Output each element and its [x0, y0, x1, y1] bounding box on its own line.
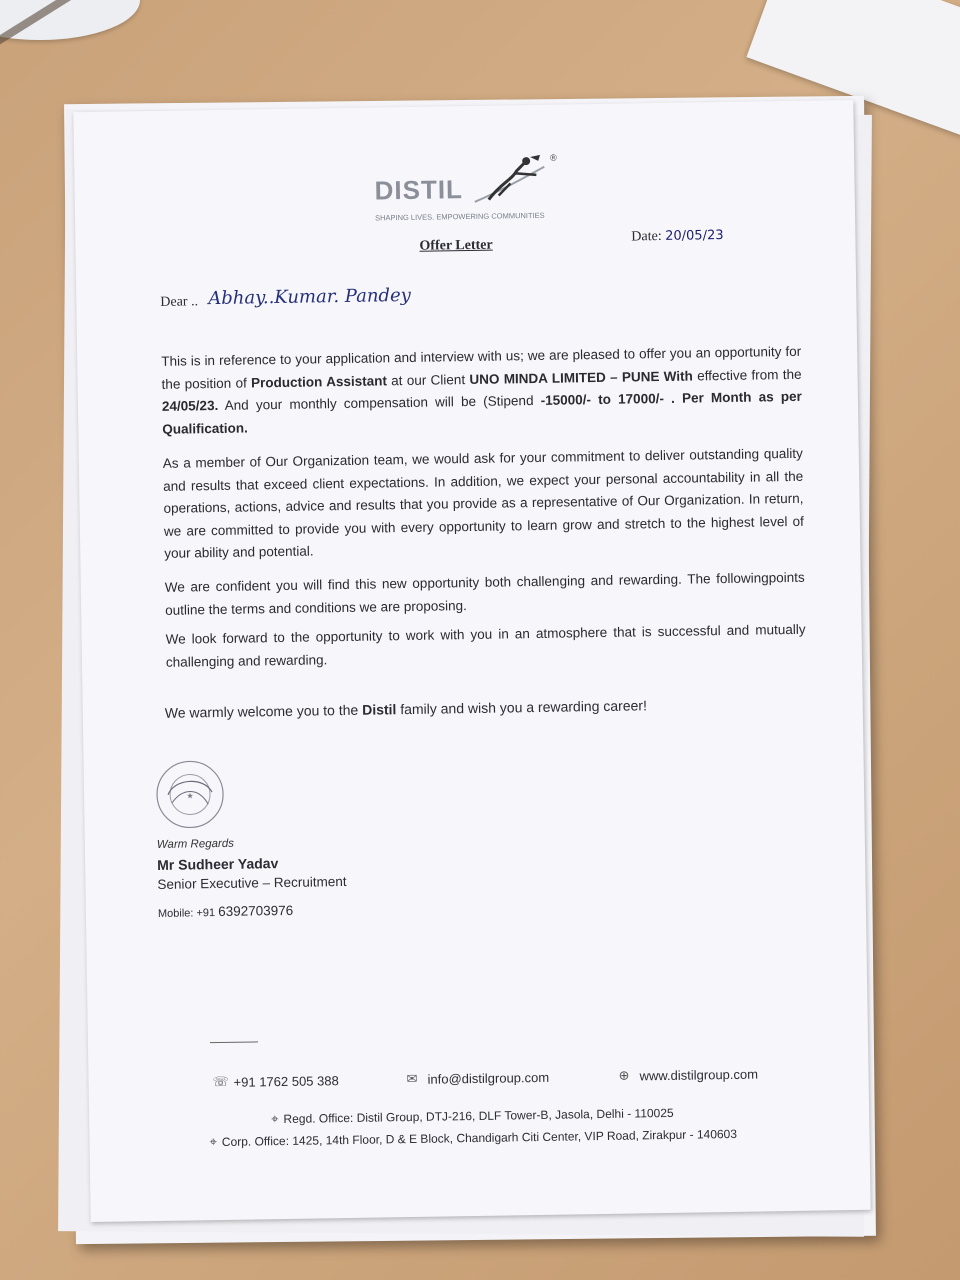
- date-label: Date:: [631, 228, 662, 245]
- letter-date: [631, 228, 723, 245]
- signer-role: Senior Executive – Recruitment: [157, 873, 347, 892]
- footer-email: [406, 1069, 549, 1087]
- salutation: Dear ..: [160, 294, 199, 310]
- footer-website-text: www.distilgroup.com: [639, 1066, 759, 1083]
- corp-office-text: Corp. Office: 1425, 14th Floor, D & E Block, Chandigarh Citi Center, VIP Road, Zirakpur - 140603: [221, 1126, 738, 1149]
- stipend-amount: -15000/- to 17000/- . Per Month as per Qualification.: [162, 388, 802, 437]
- footer-corp-office: [209, 1126, 737, 1150]
- mobile-label: Mobile: +91: [157, 907, 216, 920]
- welcome-brand: Distil: [362, 701, 397, 718]
- mobile-number: 6392703976: [218, 902, 294, 920]
- signer-mobile: [158, 903, 294, 920]
- start-date: 24/05/23.: [161, 397, 219, 414]
- footer-phone: [212, 1072, 338, 1090]
- distil-logo: [374, 152, 575, 225]
- paragraph-confidence: We are confident you will find this new opportunity both challenging and rewarding. The followingpoints outline the terms and conditions we are proposing.: [164, 569, 805, 618]
- footer-regd-office: [271, 1105, 674, 1127]
- paragraph-commitment: As a member of Our Organization team, we would ask for your commitment to deliver outstanding quality and results that exceed client expectations. In addition, we expect your personal accountability in all the operations, actions, advice and results that you provide as a representative of Our Organization. In return, we are committed to provide you with every opportunity to learn grow and stretch to the highest level of your ability and potential.: [162, 445, 804, 561]
- paragraph-offer: [161, 341, 802, 441]
- company-stamp: [154, 758, 227, 831]
- footer-divider-dash: [210, 1041, 258, 1043]
- footer-website: [618, 1066, 758, 1084]
- logo-tagline: SHAPING LIVES. EMPOWERING COMMUNITIES: [374, 210, 545, 223]
- offer-text-1: This is in reference to your application and interview with us; we are pleased to offer you an opportunity for the position of: [161, 343, 802, 392]
- offer-letter-sheet: [73, 100, 870, 1222]
- position-title: Production Assistant: [250, 372, 388, 390]
- footer-phone-text: +91 1762 505 388: [233, 1072, 339, 1090]
- footer-email-text: info@distilgroup.com: [427, 1069, 550, 1087]
- phone-icon: ☏: [212, 1073, 229, 1090]
- globe-icon: ⊕: [618, 1067, 630, 1083]
- location-pin-icon: ⌖: [271, 1111, 279, 1127]
- plate-background: [0, 0, 140, 40]
- envelope-icon: ✉: [406, 1070, 418, 1087]
- regd-office-text: Regd. Office: Distil Group, DTJ-216, DLF Tower-B, Jasola, Delhi - 110025: [283, 1105, 674, 1127]
- location-pin-icon: ⌖: [209, 1134, 217, 1150]
- logo-brand: DISTIL: [374, 174, 464, 206]
- welcome-text-2: family and wish you a rewarding career!: [396, 697, 648, 718]
- paragraph-look-forward: We look forward to the opportunity to work with you in an atmosphere that is successful and mutually challenging and rewarding.: [165, 621, 806, 670]
- closing-regards: Warm Regards: [156, 837, 235, 851]
- offer-text-2: at our Client: [386, 371, 470, 388]
- offer-text-4: And your monthly compensation will be (Stipend: [218, 392, 541, 413]
- welcome-line: [165, 697, 647, 721]
- offer-text-3: effective from the: [692, 366, 802, 383]
- svg-text:★: ★: [186, 791, 194, 801]
- signer-name: Mr Sudheer Yadav: [157, 855, 279, 873]
- letter-title: Offer Letter: [419, 237, 493, 254]
- client-name: UNO MINDA LIMITED – PUNE With: [469, 367, 693, 387]
- recipient-name-handwritten: Abhay..Kumar. Pandey: [208, 284, 411, 310]
- logo-registered-mark: ®: [550, 152, 557, 163]
- date-value: 20/05/23: [665, 227, 724, 244]
- welcome-text-1: We warmly welcome you to the: [164, 701, 363, 721]
